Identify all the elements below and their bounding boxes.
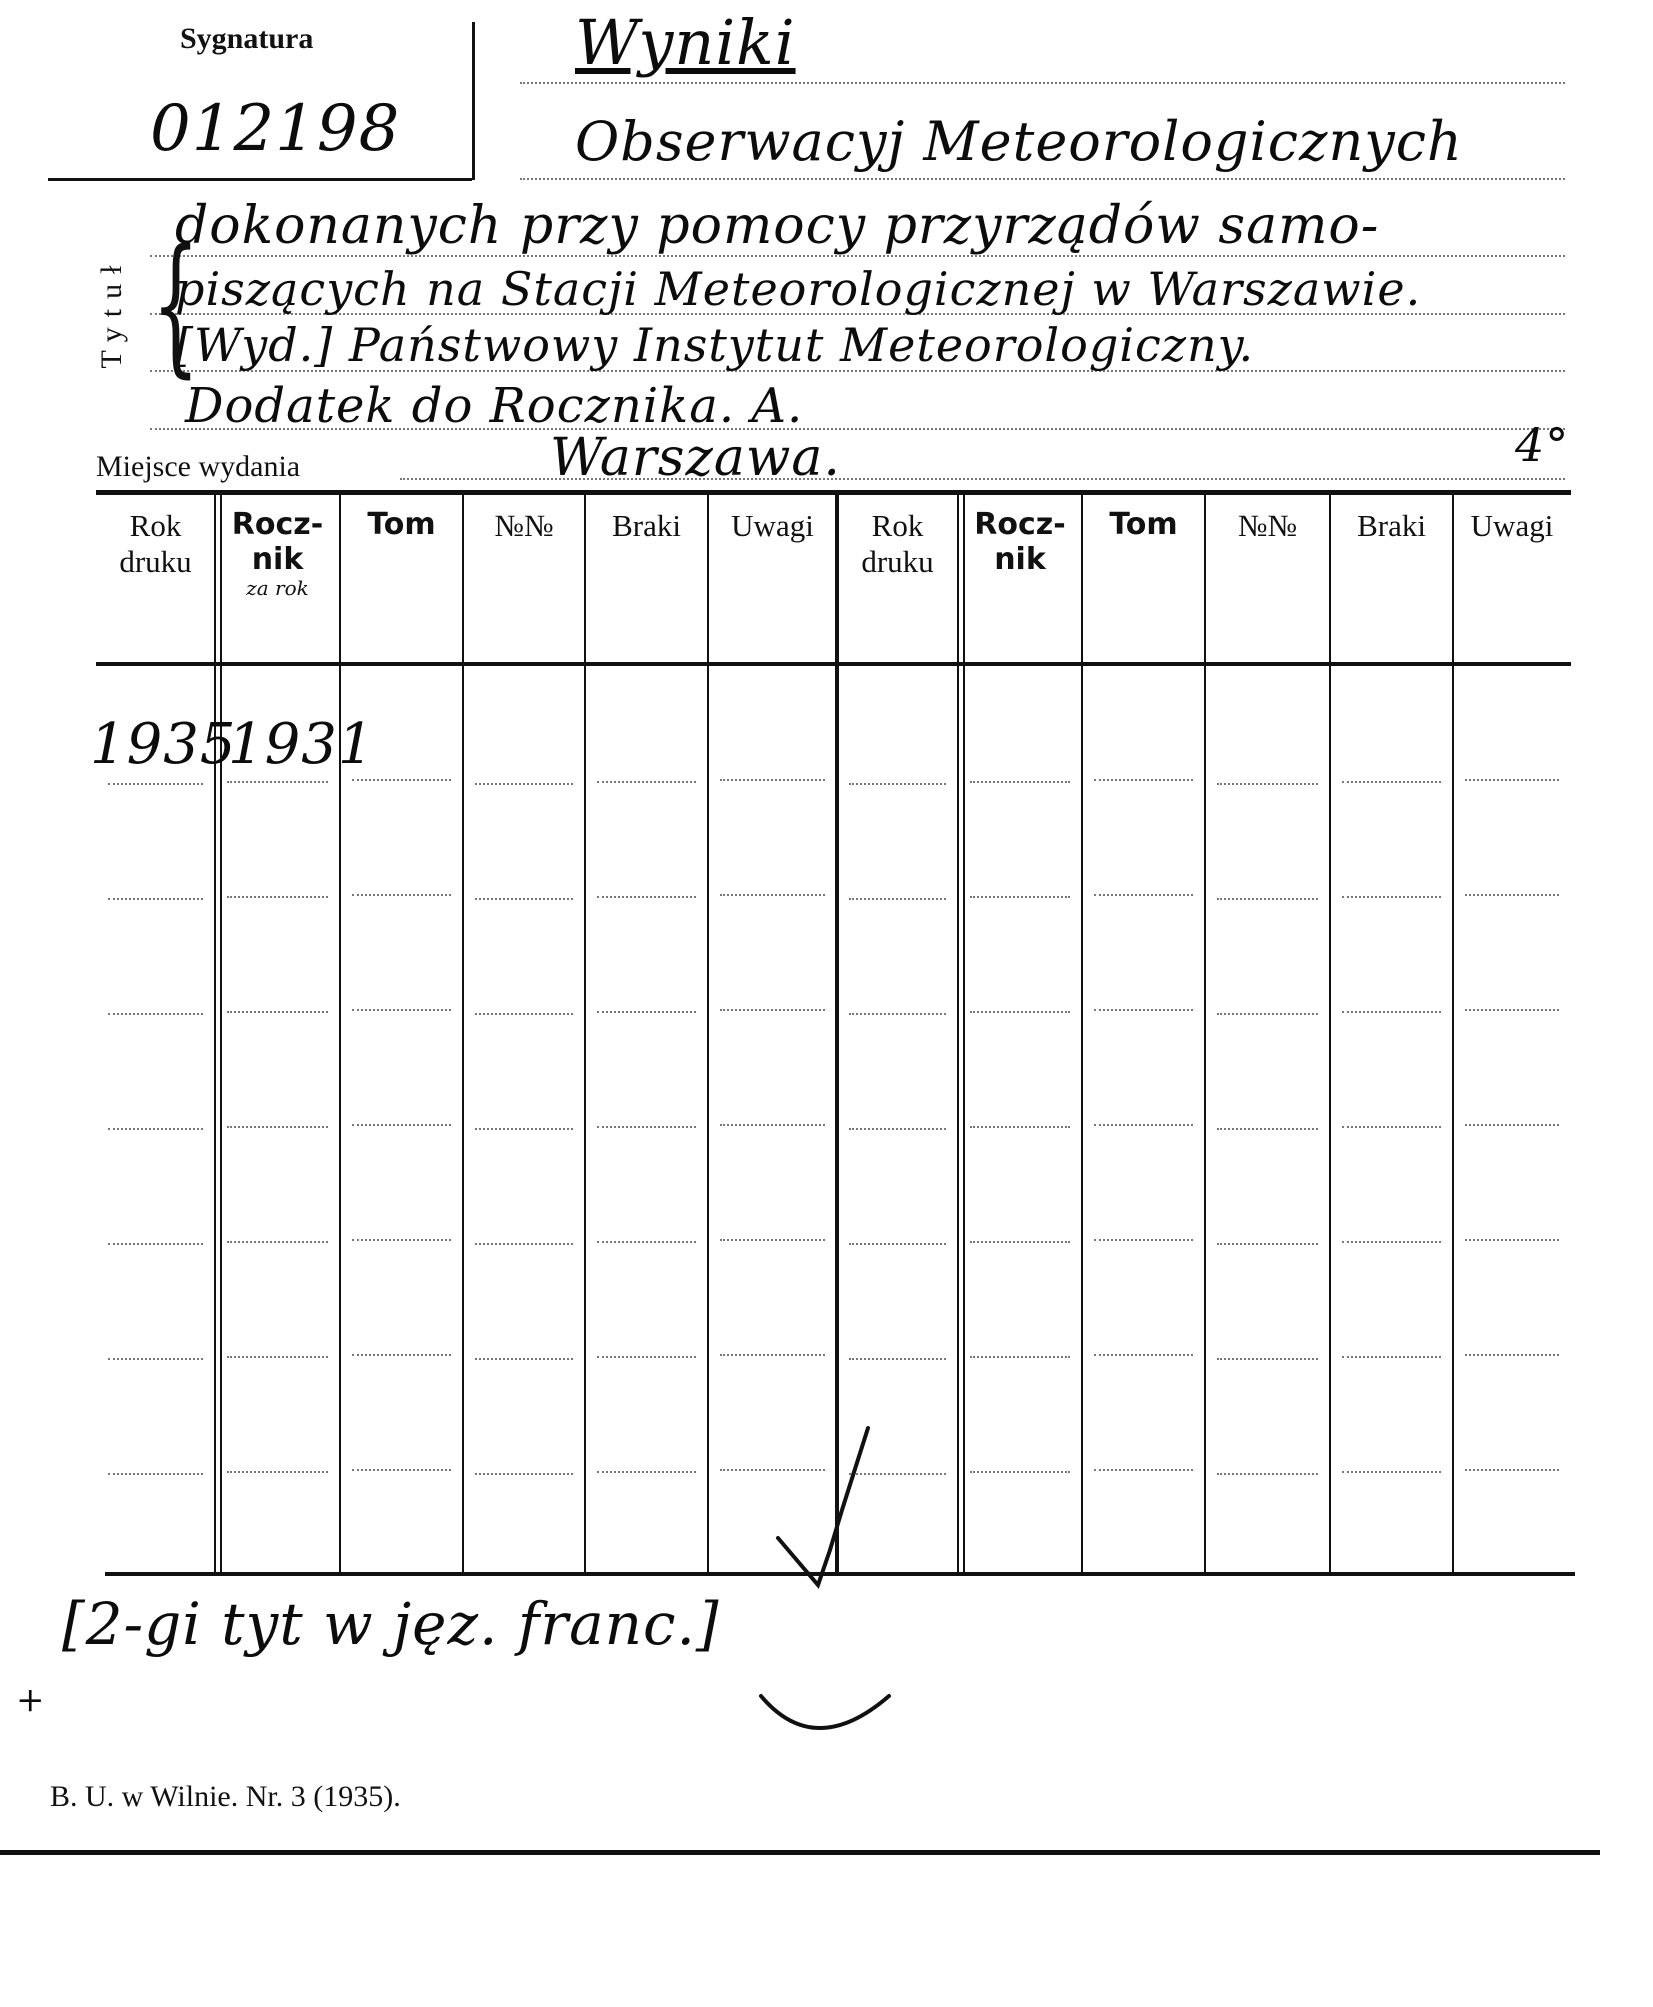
title-guide-line [520, 82, 1565, 84]
row-guide-line [720, 1009, 825, 1011]
column-header-label: Rocz-nik [974, 507, 1066, 577]
column-divider [1081, 495, 1083, 1574]
column-divider [584, 495, 586, 1574]
title-label: Tytuł [95, 255, 128, 369]
column-divider [1204, 495, 1206, 1574]
table-top-rule [96, 490, 1571, 495]
row-guide-line [720, 779, 825, 781]
column-header [708, 508, 837, 544]
column-header-label: Braki [612, 508, 681, 543]
column-header-label: Rok druku [119, 508, 192, 579]
column-header-label: Uwagi [1470, 508, 1554, 543]
row-guide-line [1217, 1243, 1318, 1245]
row-guide-line [108, 783, 203, 785]
row-guide-line [475, 783, 573, 785]
column-divider [220, 495, 222, 1574]
signature-label: Sygnatura [180, 22, 314, 55]
column-header [585, 508, 708, 544]
title-line-5: [Wyd.] Państwowy Instytut Meteorologiczny. [175, 318, 1255, 372]
row-guide-line [720, 894, 825, 896]
column-header [215, 508, 340, 600]
row-guide-line [970, 1011, 1070, 1013]
row-guide-line [227, 1011, 328, 1013]
row-guide-line [970, 1471, 1070, 1473]
column-header-note: za rok [246, 576, 309, 600]
row-guide-line [597, 781, 696, 783]
row-guide-line [1217, 1358, 1318, 1360]
row-guide-line [352, 1239, 451, 1241]
printer-footer: B. U. w Wilnie. Nr. 3 (1935). [50, 1780, 401, 1813]
row-guide-line [108, 1358, 203, 1360]
row-guide-line [597, 1126, 696, 1128]
column-header-label: №№ [1237, 508, 1298, 543]
row-guide-line [1342, 781, 1441, 783]
column-header [1330, 508, 1453, 544]
column-header [837, 508, 958, 579]
row-guide-line [970, 1241, 1070, 1243]
row-guide-line [352, 1354, 451, 1356]
column-divider [214, 495, 216, 1574]
column-divider [963, 495, 965, 1574]
title-line-4: piszących na Stacji Meteorologicznej w Warszawie. [175, 262, 1422, 316]
row-guide-line [1342, 1126, 1441, 1128]
row-guide-line [108, 1128, 203, 1130]
title-line-3: dokonanych przy pomocy przyrządów samo- [175, 196, 1380, 256]
column-header-label: Uwagi [731, 508, 814, 543]
column-divider [339, 495, 341, 1574]
row-guide-line [352, 779, 451, 781]
row-guide-line [1342, 1011, 1441, 1013]
row-guide-line [352, 1124, 451, 1126]
row-guide-line [849, 783, 946, 785]
row-guide-line [720, 1239, 825, 1241]
row-guide-line [849, 1358, 946, 1360]
row-guide-line [597, 1471, 696, 1473]
row-guide-line [1217, 1128, 1318, 1130]
row-guide-line [1094, 1239, 1193, 1241]
row-guide-line [720, 1124, 825, 1126]
column-header-label: Rocz-nik [231, 507, 324, 577]
row-guide-line [227, 1241, 328, 1243]
column-header-label: Rok druku [861, 508, 934, 579]
row-guide-line [1094, 779, 1193, 781]
column-divider [1452, 495, 1454, 1574]
column-header-label: Tom [367, 507, 436, 542]
row-guide-line [475, 898, 573, 900]
column-header [1082, 508, 1205, 543]
column-divider [835, 495, 839, 1574]
table-header-rule [96, 662, 1571, 666]
column-header-label: Braki [1357, 508, 1426, 543]
row-guide-line [108, 1473, 203, 1475]
row-guide-line [849, 898, 946, 900]
row-guide-line [1217, 783, 1318, 785]
column-divider [957, 495, 959, 1574]
row-guide-line [1465, 779, 1559, 781]
row-guide-line [1094, 1124, 1193, 1126]
row-guide-line [1465, 1354, 1559, 1356]
entry-rocznik: 1931 [228, 712, 375, 777]
row-guide-line [1217, 1473, 1318, 1475]
row-guide-line [475, 1128, 573, 1130]
row-guide-line [1465, 1124, 1559, 1126]
signature-box-bottom-rule [48, 178, 472, 181]
column-header [340, 508, 463, 543]
row-guide-line [1465, 894, 1559, 896]
row-guide-line [1217, 1013, 1318, 1015]
place-label: Miejsce wydania [96, 450, 301, 483]
row-guide-line [108, 898, 203, 900]
row-guide-line [1465, 1469, 1559, 1471]
row-guide-line [227, 781, 328, 783]
column-divider [707, 495, 709, 1574]
place-value: Warszawa. [550, 428, 841, 488]
cross-mark: + [16, 1680, 46, 1720]
signature-number: 012198 [150, 92, 401, 166]
row-guide-line [849, 1013, 946, 1015]
row-guide-line [597, 1241, 696, 1243]
row-guide-line [720, 1354, 825, 1356]
column-header [96, 508, 215, 579]
row-guide-line [970, 1126, 1070, 1128]
row-guide-line [475, 1243, 573, 1245]
row-guide-line [597, 896, 696, 898]
column-header [958, 508, 1082, 577]
column-header [1453, 508, 1571, 544]
entry-rok-druku: 1935 [90, 712, 237, 777]
title-line-6: Dodatek do Rocznika. A. [185, 378, 804, 434]
row-guide-line [227, 1471, 328, 1473]
row-guide-line [1342, 1471, 1441, 1473]
row-guide-line [475, 1473, 573, 1475]
row-guide-line [849, 1128, 946, 1130]
row-guide-line [1342, 1241, 1441, 1243]
row-guide-line [352, 1009, 451, 1011]
row-guide-line [1342, 896, 1441, 898]
row-guide-line [597, 1356, 696, 1358]
row-guide-line [1094, 1009, 1193, 1011]
column-divider [1329, 495, 1331, 1574]
row-guide-line [1465, 1239, 1559, 1241]
signature-box-right-rule [472, 22, 475, 180]
row-guide-line [108, 1243, 203, 1245]
row-guide-line [108, 1013, 203, 1015]
card-bottom-edge [0, 1850, 1600, 1855]
row-guide-line [597, 1011, 696, 1013]
row-guide-line [970, 781, 1070, 783]
curve-mark [755, 1690, 895, 1750]
format-mark: 4° [1515, 418, 1570, 472]
column-header-label: №№ [494, 508, 554, 543]
title-brace: { [151, 218, 200, 392]
row-guide-line [1094, 1354, 1193, 1356]
row-guide-line [352, 894, 451, 896]
row-guide-line [1465, 1009, 1559, 1011]
row-guide-line [1217, 898, 1318, 900]
column-header-label: Tom [1109, 507, 1178, 542]
column-header [1205, 508, 1330, 544]
title-line-2: Obserwacyj Meteorologicznych [575, 110, 1463, 173]
column-header [463, 508, 585, 544]
row-guide-line [1094, 894, 1193, 896]
row-guide-line [1094, 1469, 1193, 1471]
row-guide-line [849, 1243, 946, 1245]
row-guide-line [227, 896, 328, 898]
row-guide-line [970, 1356, 1070, 1358]
row-guide-line [475, 1013, 573, 1015]
row-guide-line [1342, 1356, 1441, 1358]
title-guide-line [520, 178, 1565, 180]
row-guide-line [475, 1358, 573, 1360]
check-mark-icon [770, 1420, 880, 1595]
row-guide-line [227, 1126, 328, 1128]
row-guide-line [352, 1469, 451, 1471]
row-guide-line [227, 1356, 328, 1358]
second-title-note: [2-gi tyt w jęz. franc.] [62, 1590, 720, 1658]
column-divider [462, 495, 464, 1574]
title-line-1: Wyniki [575, 6, 796, 79]
row-guide-line [970, 896, 1070, 898]
